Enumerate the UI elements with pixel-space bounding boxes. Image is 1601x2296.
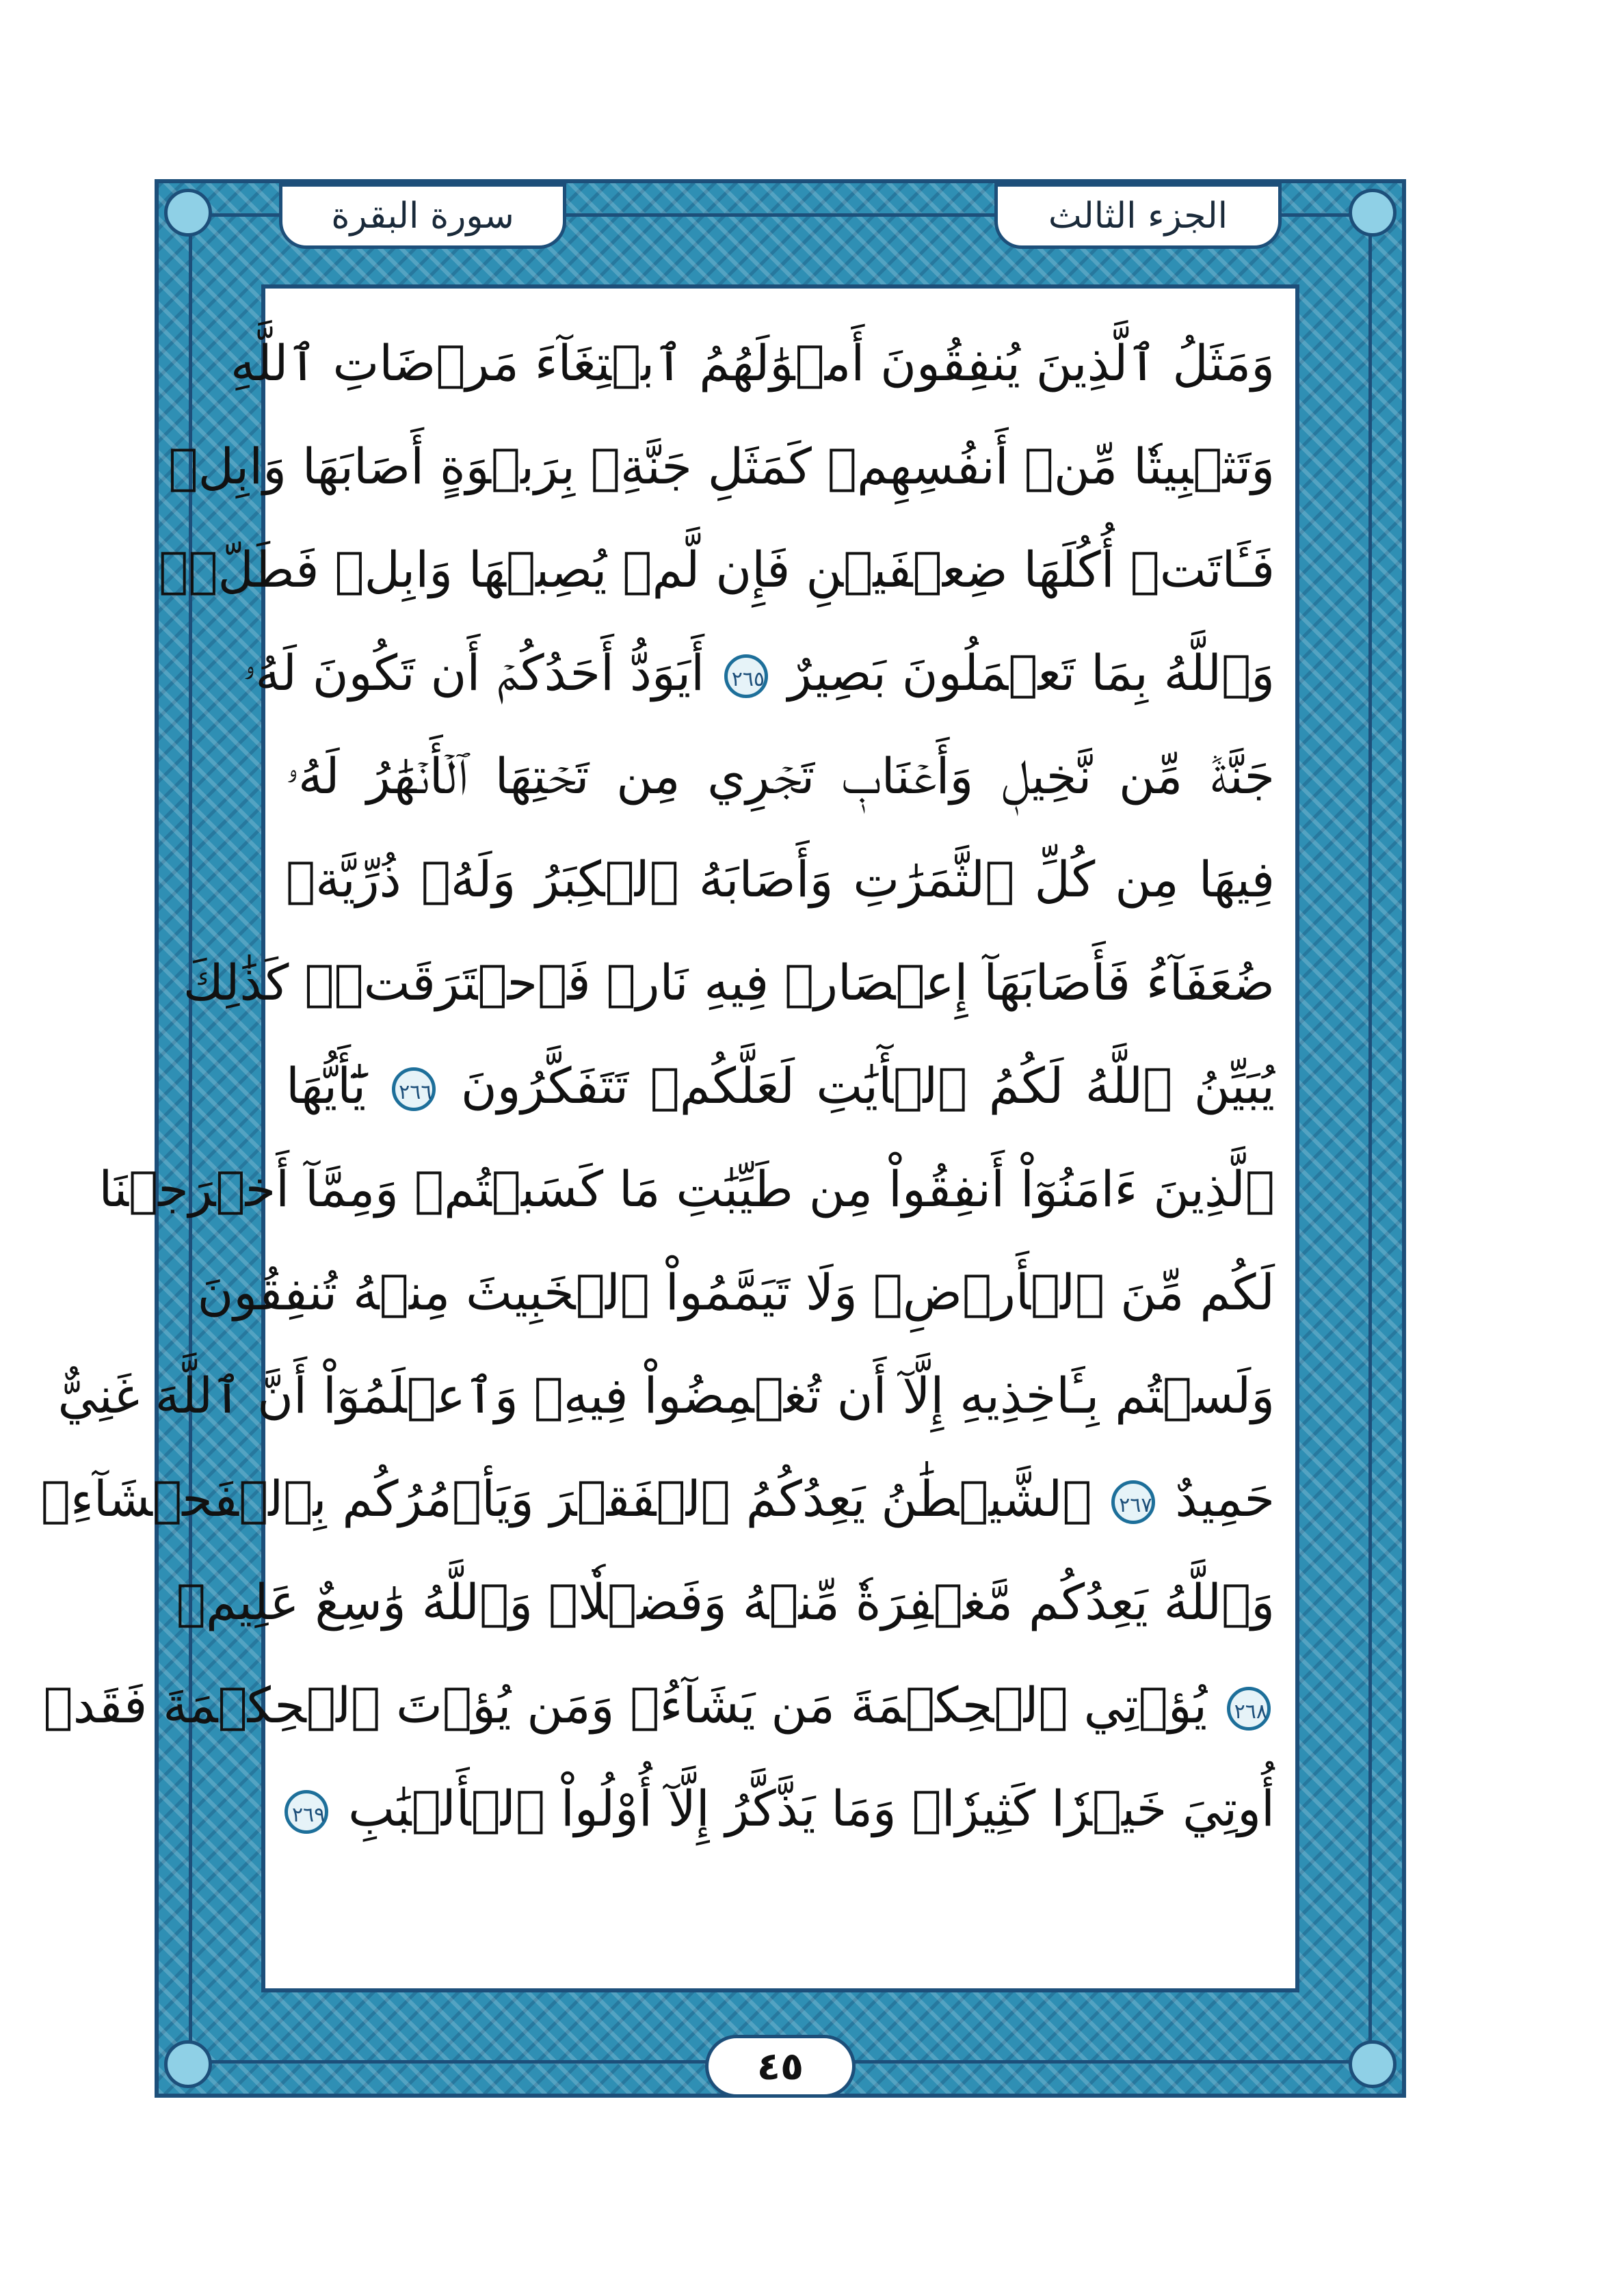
text-line: فَـَٔاتَتۡ أُكُلَهَا ضِعۡفَيۡنِ فَإِن لَّمۡ يُصِبۡهَا وَابِلٞ فَطَلّٞۗ [159,541,1275,598]
text-line: وَلَسۡتُم بِـَٔاخِذِيهِ إِلَّآ أَن تُغۡمِضُواْ فِيهِۚ وَٱعۡلَمُوٓاْ أَنَّ ٱللَّهَ غَنِيٌّ [57,1367,1275,1424]
text-line: وَتَثۡبِيتٗا مِّنۡ أَنفُسِهِمۡ كَمَثَلِ جَنَّةِۭ بِرَبۡوَةٍ أَصَابَهَا وَابِلٞ [168,438,1275,495]
text-line: فِيهَا مِن كُلِّ ٱلثَّمَرَٰتِ وَأَصَابَهُ ٱلۡكِبَرُ وَلَهُۥ ذُرِّيَّةٞ [286,851,1275,908]
mushaf-page-frame [40,179,1406,2098]
corner-ornament-icon [164,189,212,237]
text-line: لَكُم مِّنَ ٱلۡأَرۡضِۖ وَلَا تَيَمَّمُواْ ٱلۡخَبِيثَ مِنۡهُ تُنفِقُونَ [197,1264,1275,1321]
ayah-marker: ٢٦٥ [724,654,768,698]
surah-name: سورة البقرة [331,196,514,237]
ayah-marker: ٢٦٧ [1111,1480,1155,1524]
text-line: ٱلَّذِينَ ءَامَنُوٓاْ أَنفِقُواْ مِن طَيِّبَٰتِ مَا كَسَبۡتُمۡ وَمِمَّآ أَخۡرَجۡنَا [98,1160,1275,1218]
text-line: جَنَّةٞ مِّن نَّخِيلٖ وَأَعۡنَابٖ تَجۡرِي مِن تَحۡتِهَا ٱلۡأَنۡهَٰرُ لَهُۥ [286,747,1275,805]
corner-ornament-icon [1349,189,1397,237]
text-line: يُبَيِّنُ ٱللَّهُ لَكُمُ ٱلۡأٓيَٰتِ لَعَلَّكُمۡ تَتَفَكَّرُونَ ٢٦٦ يَٰٓأَيُّهَا [286,1057,1275,1114]
corner-ornament-icon [164,2040,212,2088]
ayat-text [40,312,1275,1860]
text-line: حَمِيدٌ ٢٦٧ ٱلشَّيۡطَٰنُ يَعِدُكُمُ ٱلۡفَقۡرَ وَيَأۡمُرُكُم بِٱلۡفَحۡشَآءِۖ [40,1470,1275,1527]
ayah-marker: ٢٦٦ [392,1067,436,1111]
text-line: وَمَثَلُ ٱلَّذِينَ يُنفِقُونَ أَمۡوَٰلَهُمُ ٱبۡتِغَآءَ مَرۡضَاتِ ٱللَّهِ [230,334,1275,392]
juz-name-header [994,183,1282,249]
juz-name: الجزء الثالث [1048,196,1228,237]
quran-text-panel [40,284,1299,1992]
text-line: ٢٦٨ يُؤۡتِي ٱلۡحِكۡمَةَ مَن يَشَآءُۚ وَمَن يُؤۡتَ ٱلۡحِكۡمَةَ فَقَدۡ [286,1654,1275,1757]
text-line: وَٱللَّهُ يَعِدُكُم مَّغۡفِرَةٗ مِّنۡهُ وَفَضۡلٗاۗ وَٱللَّهُ وَٰسِعٌ عَلِيمٞ [176,1573,1275,1631]
ayah-marker: ٢٦٩ [285,1790,328,1834]
surah-name-header [279,183,566,249]
page-number: ٤٥ [705,2035,856,2098]
text-line: ضُعَفَآءُ فَأَصَابَهَآ إِعۡصَارٞ فِيهِ نَارٞ فَٱحۡتَرَقَتۡۗ كَذَٰلِكَ [183,954,1275,1011]
corner-ornament-icon [1349,2040,1397,2088]
text-line: وَٱللَّهُ بِمَا تَعۡمَلُونَ بَصِيرٌ ٢٦٥ أَيَوَدُّ أَحَدُكُمۡ أَن تَكُونَ لَهُۥ [243,644,1275,702]
ayah-marker: ٢٦٨ [1227,1687,1271,1731]
text-line: أُوتِيَ خَيۡرٗا كَثِيرٗاۗ وَمَا يَذَّكَّرُ إِلَّآ أُوْلُواْ ٱلۡأَلۡبَٰبِ ٢٦٩ [286,1757,1275,1860]
